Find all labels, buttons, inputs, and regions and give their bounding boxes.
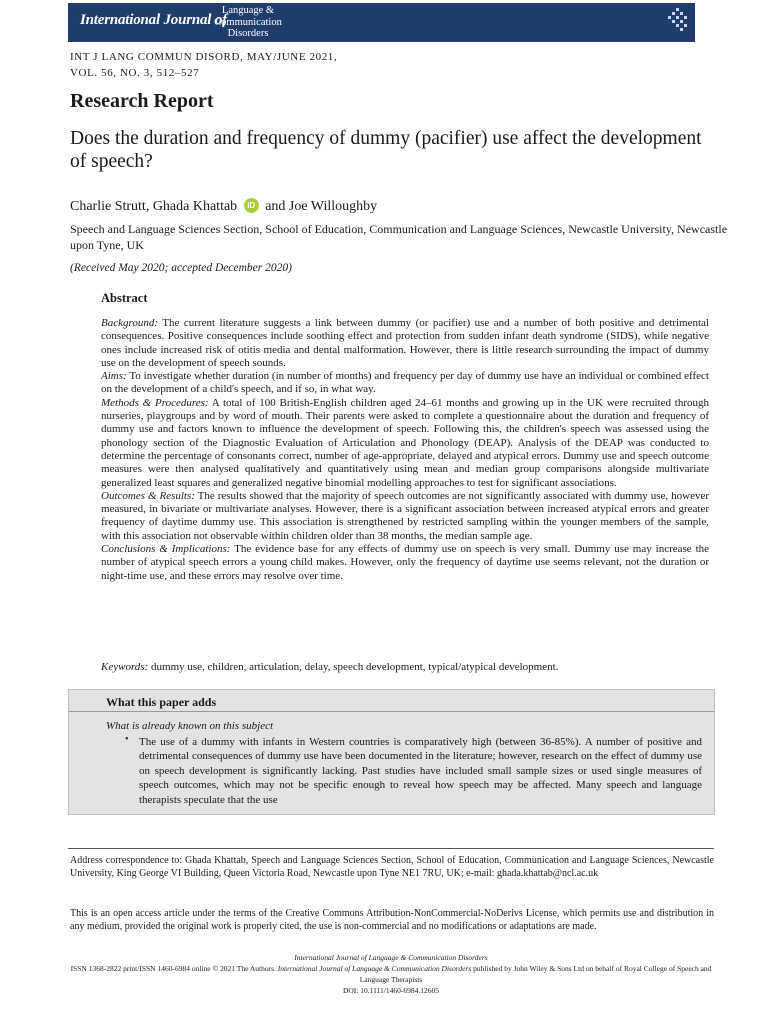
footnote-divider [68, 848, 714, 849]
conclusions-label: Conclusions & Implications: [101, 543, 231, 556]
footer-publisher: published by John Wiley & Sons Ltd on behalf of Royal College of Speech and Language Therapists [359, 964, 712, 984]
what-this-paper-adds-box [68, 689, 715, 815]
citation [70, 49, 337, 81]
section-label: Research Report [70, 90, 214, 112]
aims-label: Aims: [101, 370, 127, 383]
conclusions-text: The evidence base for any effects of dummy use on speech is very small. Dummy use may increase the number of atypical speech errors a young child makes. However, only the frequency of daytime use seems relevant, not the duration or night-time use, and these errors may resolve over time. [101, 543, 710, 582]
authors-last: and Joe Willoughby [265, 199, 378, 214]
keywords-text: dummy use, children, articulation, delay, speech development, typical/atypical development. [148, 661, 559, 673]
outcomes-label: Outcomes & Results: [101, 489, 195, 502]
aims-text: To investigate whether duration (in number of months) and frequency per day of dummy use have an individual or combined effect on the development of a child's speech, and if so, in what way. [101, 370, 709, 396]
citation-line-1: INT J LANG COMMUN DISORD, MAY/JUNE 2021, [70, 51, 338, 63]
license-note: This is an open access article under the terms of the Creative Commons Attribution-NonCommercial-NoDerivs License, which permits use and distribution in any medium, provided the original work is properly cited, the use is non-commercial and no modifications or adaptations are made. [70, 908, 714, 932]
affiliation: Speech and Language Sciences Section, School of Education, Communication and Language Sciences, Newcastle University, Newcastle upon Tyne, UK [70, 222, 728, 252]
footer-journal-italic: International Journal of Language & Communication Disorders [277, 964, 472, 973]
methods-label: Methods & Procedures: [101, 396, 209, 409]
journal-name: International Journal of [80, 12, 227, 28]
received-dates: (Received May 2020; accepted December 2020) [70, 262, 292, 274]
abstract-background [101, 317, 709, 370]
abstract-conclusions [101, 543, 709, 583]
author-list [70, 198, 377, 215]
abstract-outcomes [101, 490, 709, 543]
society-logo-icon [668, 8, 690, 36]
citation-line-2: VOL. 56, NO. 3, 512–527 [70, 67, 200, 79]
box-subheading: What is already known on this subject [106, 720, 274, 732]
footer-issn [68, 963, 714, 985]
abstract-methods [101, 397, 709, 490]
abstract-body [101, 317, 709, 583]
journal-footer [68, 952, 714, 996]
abstract-heading: Abstract [101, 291, 148, 305]
article-title: Does the duration and frequency of dummy (pacifier) use affect the development of speech? [70, 128, 702, 172]
authors-first: Charlie Strutt, Ghada Khattab [70, 199, 238, 214]
correspondence-note: Address correspondence to: Ghada Khattab, Speech and Language Sciences Section, School of Education, Communication and Language Sciences, Newcastle University, King George VI Building, Queen Victoria Road, Newcastle upon Tyne NE1 7RU, UK; e-mail: ghada.khattab@ncl.ac.uk [70, 855, 714, 879]
box-bullet-text: The use of a dummy with infants in Western countries is comparatively high (between 36-85%). A number of positive and detrimental consequences of dummy use have been documented in the literature; however, research on the effect of dummy use on speech development is significantly lacking. Past studies have included small sample sizes or used single measures of speech outcomes, which may not be specific enough to reveal how speech may be affected. Many speech and language therapists speculate that the use [139, 736, 702, 806]
methods-text: A total of 100 British-English children aged 24–61 months and growing up in the UK were recruited through nurseries, playgroups and by word of mouth. Their parents were asked to complete a questionnaire about the duration and frequency of dummy use and factors known to influence the development of speech. Following this, the children's speech was assessed using the phonology section of the Diagnostic Evaluation of Articulation and Phonology (DEAP). Analysis of the DEAP was conducted to determine the percentage of consonants correct, number of age-appropriate, delayed and atypical errors. Dummy use and speech outcome measures were then analysed qualitatively and quantitatively using mean and median group comparisons alongside multivariate generalized least squares and generalized negative binomial modelling approaches to test for significant associations. [101, 396, 709, 489]
footer-doi[interactable]: DOI: 10.1111/1460-6984.12605 [342, 986, 440, 995]
keywords-label: Keywords: [101, 661, 149, 673]
footer-issn-text: ISSN 1368-2822 print/ISSN 1460-6984 online © 2021 The Authors. [70, 964, 278, 973]
abstract-aims [101, 370, 709, 397]
background-label: Background: [101, 317, 159, 329]
bullet-icon: • [125, 734, 129, 745]
box-heading: What this paper adds [106, 695, 217, 709]
outcomes-text: The results showed that the majority of speech outcomes are not significantly associated with dummy use, however measured, in bivariate or multivariate analyses. However, there is a significant association between increased atypical errors and greater frequency of daytime dummy use. This association is strengthened by restricted sampling within the younger members of the sample, with this association not observable within children older than 38 months, the median sample age. [101, 489, 710, 542]
box-divider [69, 711, 714, 712]
journal-name-subtitle: Language & Communication Disorders [214, 5, 282, 39]
keywords [101, 661, 721, 673]
background-text: The current literature suggests a link between dummy (or pacifier) use and a number of both positive and detrimental consequences. Positive consequences include soothing effect and protection from sudden infant death syndrome (SIDS), while negative ones include increased risk of otitis media and dental malformation. However, there is little research surrounding the impact of dummy use on the development of speech sounds. [101, 317, 709, 369]
orcid-icon[interactable]: iD [244, 198, 259, 213]
footer-journal-name: International Journal of Language & Communication Disorders [294, 953, 488, 962]
